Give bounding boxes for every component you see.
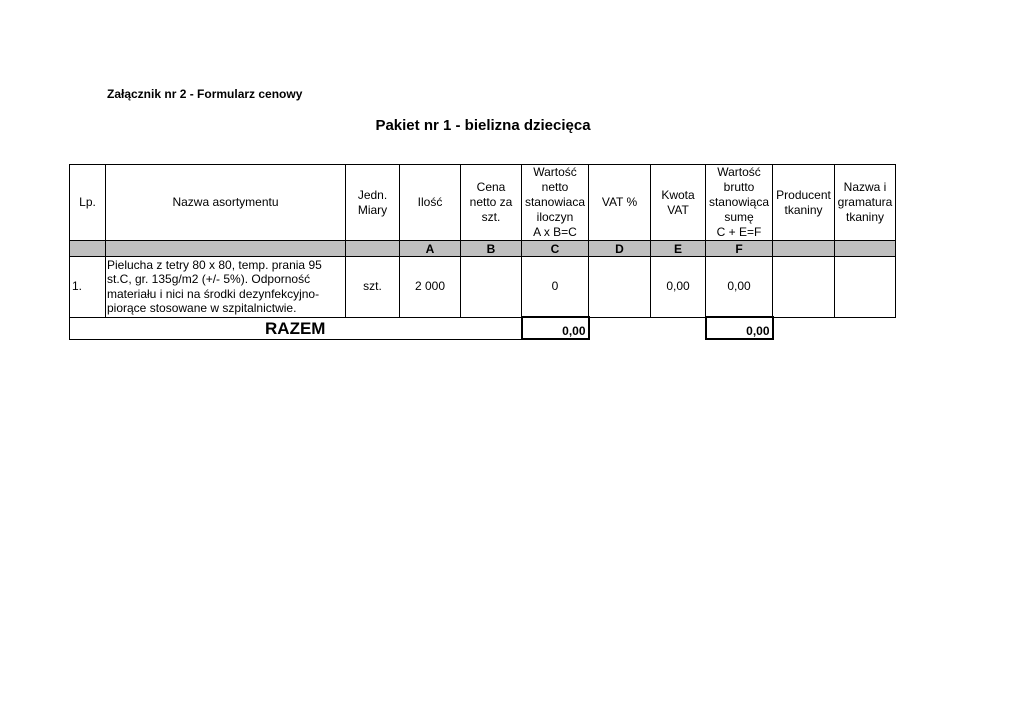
header-name: Nazwa asortymentu — [106, 165, 346, 241]
row-unit: szt. — [346, 257, 400, 318]
row-fabric-input[interactable] — [835, 257, 896, 318]
total-spacer — [773, 317, 835, 339]
total-spacer — [835, 317, 896, 339]
row-lp: 1. — [70, 257, 106, 318]
row-net-value: 0 — [522, 257, 589, 318]
header-unit: Jedn. Miary — [346, 165, 400, 241]
header-vat-pct: VAT % — [589, 165, 651, 241]
header-vat-amount: Kwota VAT — [651, 165, 706, 241]
letter-empty — [346, 241, 400, 257]
package-title: Pakiet nr 1 - bielizna dziecięca — [375, 117, 591, 134]
letter-b: B — [461, 241, 522, 257]
total-spacer — [651, 317, 706, 339]
row-qty: 2 000 — [400, 257, 461, 318]
letter-a: A — [400, 241, 461, 257]
total-row — [70, 317, 896, 339]
attachment-title: Załącznik nr 2 - Formularz cenowy — [107, 87, 303, 101]
row-name: Pielucha z tetry 80 x 80, temp. prania 95 st.C, gr. 135g/m2 (+/- 5%). Odporność materiału i nici na środki dezynfekcyjno- piorące stosowane w szpitalnictwie. — [106, 257, 346, 318]
letter-c: C — [522, 241, 589, 257]
letter-d: D — [589, 241, 651, 257]
letter-empty — [106, 241, 346, 257]
header-qty: Ilość — [400, 165, 461, 241]
letter-f: F — [706, 241, 773, 257]
letter-empty — [70, 241, 106, 257]
total-spacer — [589, 317, 651, 339]
table-row — [70, 257, 896, 318]
header-row — [70, 165, 896, 241]
row-gross-value: 0,00 — [706, 257, 773, 318]
row-vat-pct-input[interactable] — [589, 257, 651, 318]
letter-e: E — [651, 241, 706, 257]
letter-empty — [773, 241, 835, 257]
total-gross-sum: 0,00 — [706, 317, 773, 339]
row-vat-amount: 0,00 — [651, 257, 706, 318]
row-producer-input[interactable] — [773, 257, 835, 318]
total-net-sum: 0,00 — [522, 317, 589, 339]
header-price: Cena netto za szt. — [461, 165, 522, 241]
header-fabric: Nazwa i gramatura tkaniny — [835, 165, 896, 241]
header-gross-value: Wartość brutto stanowiąca sumę C + E=F — [706, 165, 773, 241]
letter-empty — [835, 241, 896, 257]
total-label: RAZEM — [70, 317, 522, 339]
column-letter-row — [70, 241, 896, 257]
header-producer: Producent tkaniny — [773, 165, 835, 241]
price-form-table — [69, 164, 896, 340]
header-net-value: Wartość netto stanowiaca iloczyn A x B=C — [522, 165, 589, 241]
row-price-input[interactable] — [461, 257, 522, 318]
header-lp: Lp. — [70, 165, 106, 241]
